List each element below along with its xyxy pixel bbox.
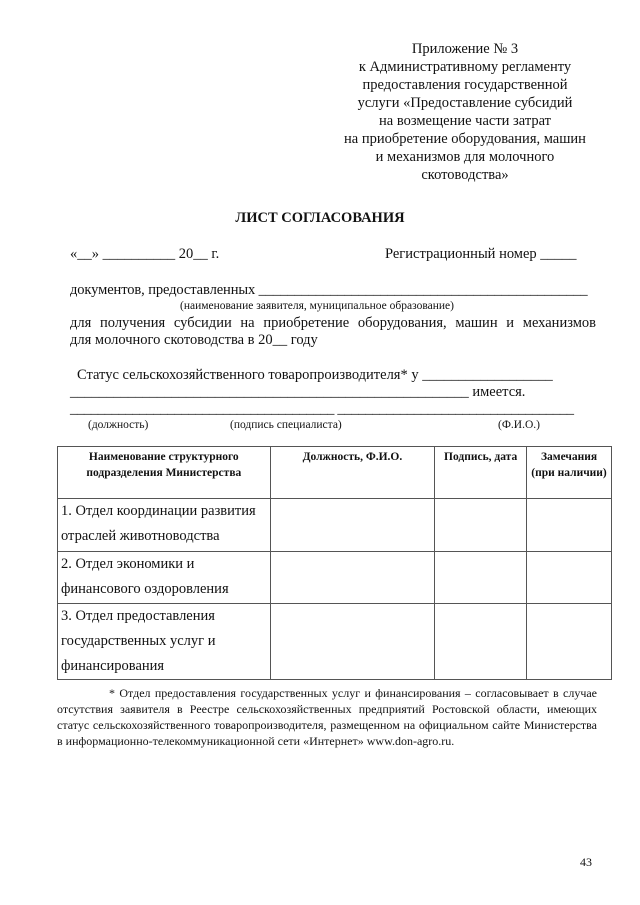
page-number: 43	[580, 855, 592, 869]
remarks-cell	[527, 499, 612, 552]
appendix-line: предоставления государственной	[362, 77, 568, 93]
status-exists-field: _______________________________________________________ имеется.	[70, 384, 526, 400]
documents-caption: (наименование заявителя, муниципальное образование)	[180, 300, 454, 312]
table-header-row	[58, 447, 612, 499]
fio-cell	[270, 604, 435, 680]
appendix-line: к Административному регламенту	[358, 59, 572, 75]
purpose-text-line: для получения субсидии на приобретение оборудования, машин и механизмов	[70, 315, 596, 331]
approval-table	[57, 446, 612, 680]
documents-field: документов, предоставленных ______________________________________________	[70, 282, 588, 298]
table-row	[58, 499, 612, 552]
signature-cell	[435, 499, 527, 552]
purpose-text-line: для молочного скотоводства в 20__ году	[70, 332, 318, 348]
caption-position: (должность)	[88, 419, 149, 431]
fio-cell	[270, 552, 435, 604]
table-row	[58, 604, 612, 680]
appendix-line: на приобретение оборудования, машин	[344, 131, 586, 147]
status-field: Статус сельскохозяйственного товаропроизводителя* у __________________	[77, 367, 553, 383]
appendix-line: Приложение № 3	[411, 41, 519, 57]
date-field: «__» __________ 20__ г.	[70, 246, 220, 262]
department-cell: 3. Отдел предоставления государственных услуг и финансирования	[58, 604, 271, 680]
appendix-line: скотоводства»	[421, 167, 509, 183]
table-row	[58, 552, 612, 604]
signature-cell	[435, 552, 527, 604]
registration-number-field: Регистрационный номер _____	[385, 246, 577, 262]
caption-fio: (Ф.И.О.)	[498, 419, 540, 431]
remarks-cell	[527, 552, 612, 604]
appendix-line: на возмещение части затрат	[379, 113, 551, 129]
table-header-cell: Подпись, дата	[435, 447, 527, 499]
table-header-cell: Должность, Ф.И.О.	[270, 447, 435, 499]
department-cell: 2. Отдел экономики и финансового оздоровления	[58, 552, 271, 604]
table-header-cell: Замечания (при наличии)	[527, 447, 612, 499]
footnote	[57, 685, 597, 749]
caption-signature: (подпись специалиста)	[230, 419, 342, 431]
table-header-cell: Наименование структурного подразделения Министерства	[58, 447, 271, 499]
appendix-line: и механизмов для молочного	[375, 149, 555, 165]
appendix-line: услуги «Предоставление субсидий	[357, 95, 573, 111]
document-title: ЛИСТ СОГЛАСОВАНИЯ	[235, 210, 405, 226]
department-cell: 1. Отдел координации развития отраслей животноводства	[58, 499, 271, 552]
remarks-cell	[527, 604, 612, 680]
footnote-text: * Отдел предоставления государственных услуг и финансирования – согласовывает в случае отсутствия заявителя в Реестре сельскохозяйственных предприятий Ростовской области, имеющих статус сельскохозяйственного товаропроизводителя, размещенном на официальном сайте Министерства в информационно-телекоммуникационной сети «Интернет» www.don-agro.ru.	[57, 686, 597, 748]
fio-cell	[270, 499, 435, 552]
appendix-header	[300, 40, 630, 184]
signature-cell	[435, 604, 527, 680]
signature-blanks: ______________________________________ __________________________________	[70, 401, 574, 417]
